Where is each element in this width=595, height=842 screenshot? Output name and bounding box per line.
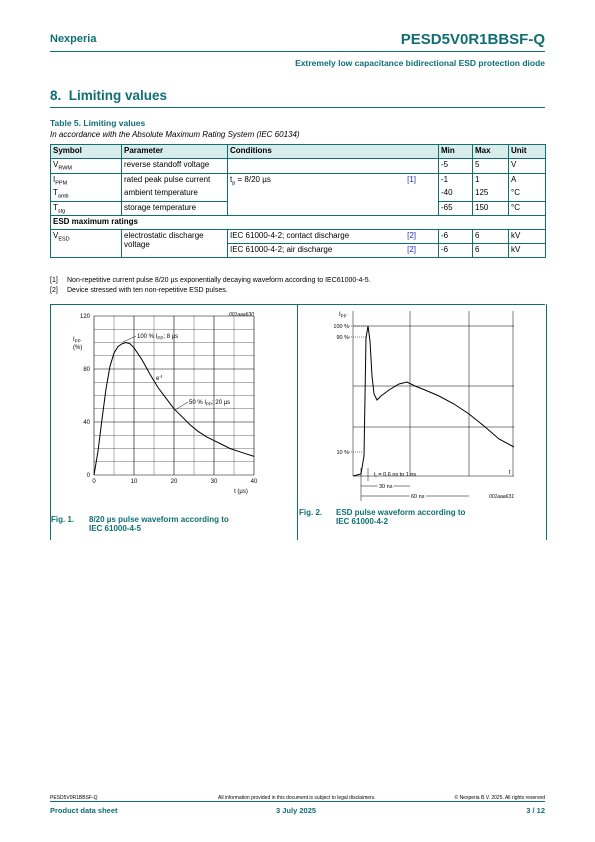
figure-1-number: Fig. 1.: [51, 515, 75, 524]
figure-1-id: 001aaa630: [228, 312, 254, 318]
x-tick-label: 30: [210, 479, 218, 485]
document-subtitle: Extremely low capacitance bidirectional ESD protection diode: [295, 58, 545, 68]
max-cell: 6: [473, 230, 509, 244]
reference-link[interactable]: [2]: [407, 245, 416, 255]
conditions-cell: IEC 61000-4-2; contact discharge [2]: [228, 230, 439, 244]
conditions-cell: [228, 187, 439, 201]
min-cell: -6: [439, 230, 473, 244]
min-cell: -6: [439, 244, 473, 258]
x-axis-label: t (µs): [234, 489, 248, 495]
table-row: [51, 230, 546, 244]
brand-name: Nexperia: [50, 33, 97, 45]
section-heading: [50, 88, 167, 103]
section-title: Limiting values: [68, 88, 168, 103]
part-number: PESD5V0R1BBSF-Q: [400, 31, 545, 48]
figure-2-caption: Fig. 2. ESD pulse waveform according to IEC 61000-4-2: [299, 508, 466, 526]
y-axis-unit: (%): [73, 345, 83, 351]
table-row: [51, 187, 546, 201]
symbol-cell: $V_{ESD}$: [51, 230, 122, 258]
max-cell: 5: [473, 159, 509, 174]
parameter-cell: reverse standoff voltage: [122, 159, 228, 174]
30ns-label: 30 ns: [379, 484, 393, 490]
60ns-label: 60 ns: [411, 494, 425, 500]
rise-time-label: $t_r = 0.6$ ns to 1 ns: [374, 472, 417, 479]
symbol-cell: $T_{stg}$: [51, 201, 122, 216]
min-cell: -5: [439, 159, 473, 174]
max-cell: 125: [473, 187, 509, 201]
footer-disclaimer: All information provided in this document is subject to legal disclaimers.: [218, 795, 376, 801]
x-tick-label: 0: [92, 479, 96, 485]
figure-1-chart: [51, 306, 296, 501]
esd-waveform-line: [353, 326, 514, 476]
decay-annotation: $e^{-t}$: [156, 374, 163, 382]
y-tick-label: 80: [83, 367, 90, 373]
figure-2-id: 001aaa631: [488, 494, 514, 500]
table-header-row: [51, 145, 546, 159]
footnote: [1] Non-repetitive current pulse 8/20 µs exponentially decaying waveform according to IEC61000-4-5.: [50, 277, 371, 284]
footer-doc-id: PESD5V0R1BBSF-Q: [50, 795, 98, 801]
unit-cell: kV: [509, 230, 546, 244]
footer-page-number: 3 / 12: [526, 806, 545, 815]
unit-cell: °C: [509, 201, 546, 216]
parameter-cell: rated peak pulse current: [122, 173, 228, 187]
x-tick-label: 20: [170, 479, 178, 485]
esd-section-heading: ESD maximum ratings: [51, 216, 546, 230]
col-conditions: Conditions: [228, 145, 439, 159]
footer-rule: [50, 801, 545, 802]
unit-cell: kV: [509, 244, 546, 258]
section-rule: [50, 107, 545, 108]
symbol-cell: $T_{amb}$: [51, 187, 122, 201]
max-cell: 6: [473, 244, 509, 258]
footnotes: [50, 276, 371, 296]
parameter-cell: electrostatic discharge voltage: [122, 230, 228, 258]
footer-doc-type: Product data sheet: [50, 806, 118, 815]
unit-cell: V: [509, 159, 546, 174]
y-axis-label: $I_{PP}$: [73, 337, 81, 344]
footer-date: 3 July 2025: [276, 806, 317, 815]
unit-cell: °C: [509, 187, 546, 201]
parameter-cell: ambient temperature: [122, 187, 228, 201]
col-symbol: Symbol: [51, 145, 122, 159]
parameter-cell: storage temperature: [122, 201, 228, 216]
footer-copyright: © Nexperia B.V. 2025. All rights reserved: [454, 795, 545, 801]
col-unit: Unit: [509, 145, 546, 159]
footnote: [2] Device stressed with ten non-repetitive ESD pulses.: [50, 287, 228, 294]
unit-cell: A: [509, 173, 546, 187]
col-max: Max: [473, 145, 509, 159]
time-axis-label: t: [509, 470, 511, 476]
conditions-cell: [228, 159, 439, 174]
figure-2-chart: [299, 306, 544, 506]
peak-annotation: 100 % $I_{PP}$; 8 µs: [137, 334, 179, 341]
figure-divider: [297, 304, 298, 540]
x-tick-label: 40: [250, 479, 258, 485]
min-cell: -40: [439, 187, 473, 201]
table-note: In accordance with the Absolute Maximum Rating System (IEC 60134): [50, 130, 300, 139]
y-tick-label: 120: [79, 314, 90, 320]
figure-1-caption: Fig. 1. 8/20 µs pulse waveform according to IEC 61000-4-5: [51, 515, 229, 533]
esd-section-row: [51, 216, 546, 230]
y-tick-label: 0: [86, 473, 90, 479]
reference-link[interactable]: [1]: [407, 174, 416, 184]
x-tick-label: 10: [130, 479, 138, 485]
max-cell: 1: [473, 173, 509, 187]
conditions-cell: [228, 201, 439, 216]
col-parameter: Parameter: [122, 145, 228, 159]
header-rule: [50, 51, 545, 52]
table-row: [51, 173, 546, 187]
table-row: [51, 159, 546, 174]
conditions-cell: $t_p = 8/20$ µs [1]: [228, 173, 439, 187]
min-cell: -1: [439, 173, 473, 187]
col-min: Min: [439, 145, 473, 159]
max-cell: 150: [473, 201, 509, 216]
figure-2-number: Fig. 2.: [299, 508, 323, 517]
limiting-values-table: [50, 144, 546, 258]
y-axis-label: $I_{PP}$: [339, 312, 347, 319]
section-number: 8.: [50, 88, 62, 103]
table-row: [51, 201, 546, 216]
y-10-label: 10 %: [336, 450, 349, 456]
y-90-label: 90 %: [336, 335, 349, 341]
symbol-cell: $I_{PPM}$: [51, 173, 122, 187]
reference-link[interactable]: [2]: [407, 231, 416, 241]
min-cell: -65: [439, 201, 473, 216]
y-tick-label: 40: [83, 420, 90, 426]
conditions-cell: IEC 61000-4-2; air discharge [2]: [228, 244, 439, 258]
symbol-cell: $V_{RWM}$: [51, 159, 122, 174]
half-value-annotation: 50 % $I_{PP}$; 20 µs: [189, 400, 231, 407]
y-100-label: 100 %: [333, 324, 349, 330]
table-title: Table 5. Limiting values: [50, 118, 146, 128]
